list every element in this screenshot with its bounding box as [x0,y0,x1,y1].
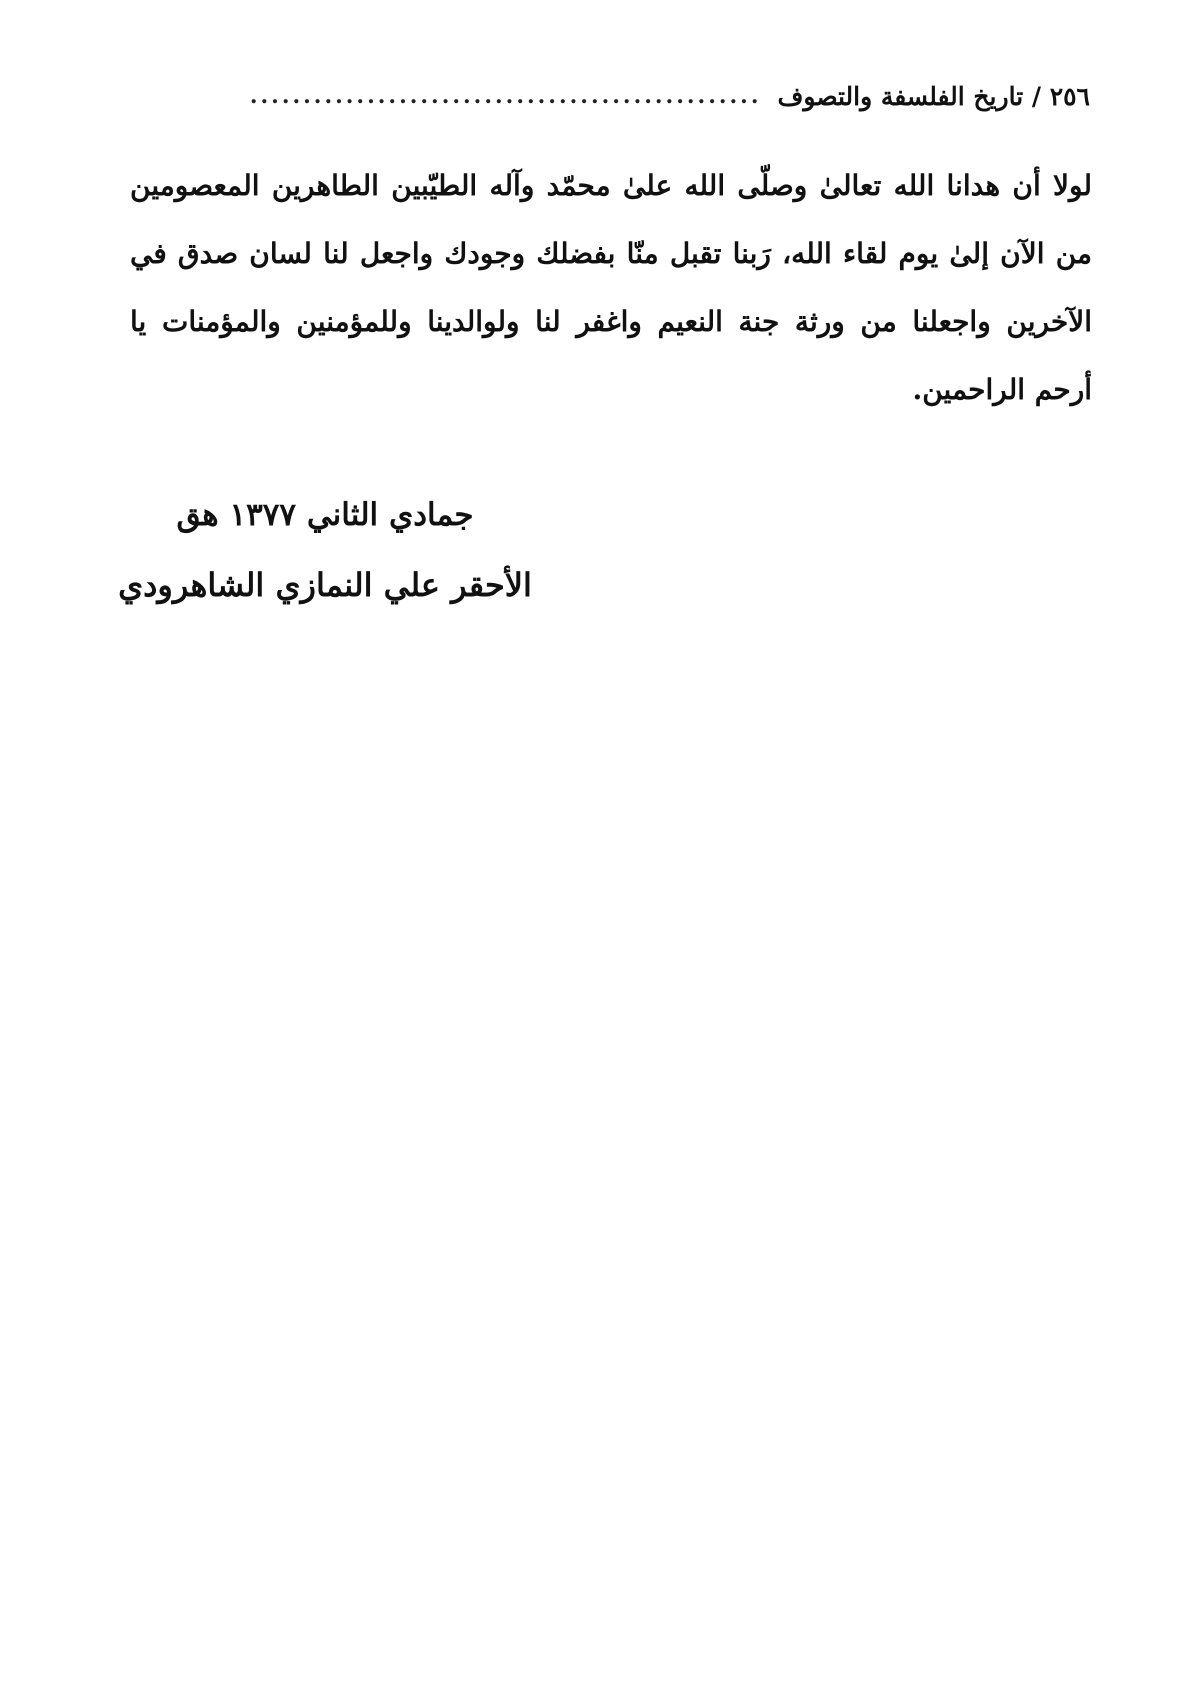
signature-date: جمادي الثاني ١٣٧٧ هق [176,497,474,533]
paragraph-line: لولا أن هدانا الله تعالىٰ وصلّى الله علىٰ محمّد وآله الطيّبين الطاهرين المعصومين [130,169,1092,202]
paragraph-line: من الآن إلىٰ يوم لقاء الله، رَبنا تقبل منّا بفضلك وجودك واجعل لنا لسان صدق في [130,237,1092,270]
signature-author-name: الأحقر علي النمازي الشاهرودي [118,566,532,604]
page-number-and-book-title: ٢٥٦ / تاريخ الفلسفة والتصوف [777,81,1090,111]
paragraph-line: الآخرين واجعلنا من ورثة جنة النعيم واغفر لنا ولوالدينا وللمؤمنين والمؤمنات يا [130,305,1092,338]
dot-leader: ................................................ [249,85,762,107]
closing-paragraph [130,152,1092,424]
author-signature-block [115,480,535,620]
paragraph-line: أرحم الراحمين. [912,373,1092,406]
running-header [138,76,1090,116]
